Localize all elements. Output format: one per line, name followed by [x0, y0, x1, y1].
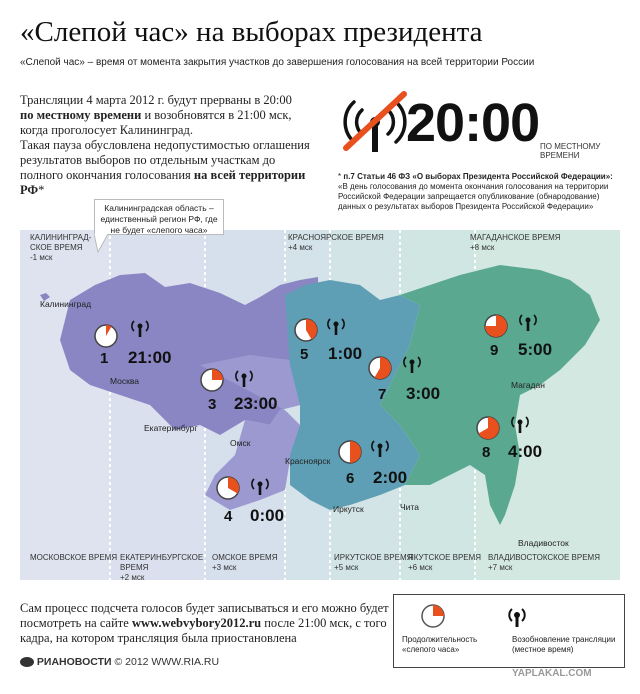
- blind-hour-count: 7: [378, 386, 387, 403]
- intro-asterisk: *: [38, 183, 45, 197]
- big-time: 20:00: [406, 93, 540, 153]
- resume-time: 2:00: [373, 468, 408, 487]
- broadcast-antenna-icon: [372, 441, 388, 457]
- zone-label-irkutsk: ИРКУТСКОЕ ВРЕМЯ +5 мск: [334, 553, 413, 572]
- city-moscow: Москва: [110, 376, 140, 386]
- broadcast-antenna-icon: [132, 321, 148, 337]
- broadcast-antenna-icon: [404, 357, 420, 373]
- legend-blind-label: Продолжительность «слепого часа»: [402, 635, 478, 654]
- footer-brand: [20, 656, 219, 668]
- law-body: «В день голосования до момента окончания голосования на территории Российской Федерации запрещается опубликование (обнародование) данных о результатах выборов Президента Российской Федерации»: [338, 182, 609, 211]
- broadcast-antenna-icon: [520, 315, 536, 331]
- bottom-text: Сам процесс подсчета голосов будет записываться и его можно будет посмотреть на сайте www.webvybory2012.ru после 21:00 мск, с того кадра, на котором трансляция была приостановлена: [20, 601, 389, 645]
- kaliningrad-callout: Калининградская область – единственный регион РФ, где не будет «слепого часа»: [94, 199, 224, 235]
- blind-hour-clock-icon: [339, 441, 361, 463]
- blind-hour-clock-icon: [295, 319, 317, 341]
- blind-hour-clock-icon: [217, 477, 239, 499]
- resume-time: 4:00: [508, 442, 543, 461]
- broadcast-antenna-icon: [328, 319, 344, 335]
- intro-local-time: по местному времени: [20, 108, 142, 122]
- intro-whole-territory: на всей территории РФ: [20, 168, 306, 197]
- resume-time: 5:00: [518, 340, 553, 359]
- city-krasnoyarsk: Красноярск: [285, 456, 331, 466]
- broadcast-antenna-icon: [512, 417, 528, 433]
- blind-hour-count: 8: [482, 444, 491, 461]
- city-irkutsk: Иркутск: [333, 504, 364, 514]
- broadcast-antenna-icon: [252, 479, 268, 495]
- blind-hour-count: 9: [490, 342, 499, 359]
- watermark: YAPLAKAL.COM: [512, 668, 592, 679]
- blind-hour-clock-icon: [485, 315, 507, 337]
- footer-brand-name: РИАНОВОСТИ: [36, 656, 112, 668]
- zone-label-omsk: ОМСКОЕ ВРЕМЯ +3 мск: [212, 553, 278, 572]
- zone-label-moscow: МОСКОВСКОЕ ВРЕМЯ: [30, 553, 118, 562]
- page-subtitle: «Слепой час» – время от момента закрытия участков до завершения голосования на всей территории России: [20, 57, 535, 68]
- blind-hour-clock-icon: [201, 369, 223, 391]
- zone-label-kaliningrad: КАЛИНИНГРАД-СКОЕ ВРЕМЯ -1 мск: [30, 233, 92, 262]
- resume-time: 21:00: [128, 348, 172, 367]
- footer-copyright: © 2012 WWW.RIA.RU: [114, 656, 220, 668]
- zone-label-krasnoyarsk: КРАСНОЯРСКОЕ ВРЕМЯ +4 мск: [288, 233, 384, 252]
- resume-time: 1:00: [328, 344, 363, 363]
- city-chita: Чита: [400, 502, 419, 512]
- zone-label-yekaterinburg: ЕКАТЕРИНБУРГСКОЕ ВРЕМЯ +2 мск: [120, 553, 204, 582]
- blind-hour-count: 6: [346, 470, 355, 487]
- legend-resume-label: Возобновление трансляции (местное время): [512, 635, 616, 654]
- blind-hour-clock-icon: [477, 417, 499, 439]
- blind-hour-clock-icon: [95, 325, 117, 347]
- resume-time: 0:00: [250, 506, 285, 525]
- intro-line-2: и возобновятся в 21:00 мск,: [141, 108, 292, 122]
- blind-hour-count: 1: [100, 350, 109, 367]
- city-omsk: Омск: [230, 438, 251, 448]
- legend-antenna-icon: [504, 603, 530, 629]
- zone-label-magadan: МАГАДАНСКОЕ ВРЕМЯ +8 мск: [470, 233, 561, 252]
- law-asterisk: *: [338, 172, 342, 181]
- legend: [393, 594, 625, 668]
- zone-label-yakutsk: ЯКУТСКОЕ ВРЕМЯ +6 мск: [408, 553, 482, 572]
- ria-logo-icon: [20, 657, 34, 667]
- legend-clock-icon: [420, 603, 446, 629]
- local-time-label: ПО МЕСТНОМУ ВРЕМЕНИ: [540, 142, 601, 160]
- resume-time: 3:00: [406, 384, 441, 403]
- broadcast-antenna-icon: [236, 371, 252, 387]
- page-title: «Слепой час» на выборах президента: [20, 16, 483, 48]
- city-yekaterinburg: Екатеринбург: [144, 423, 198, 433]
- city-vladivostok: Владивосток: [518, 538, 569, 548]
- law-heading: п.7 Статьи 46 ФЗ «О выборах Президента Российской Федерации»:: [343, 172, 613, 181]
- resume-time: 23:00: [234, 394, 278, 413]
- blind-hour-count: 4: [224, 508, 233, 525]
- city-magadan: Магадан: [511, 380, 545, 390]
- city-kaliningrad: Калининград: [40, 299, 92, 309]
- site-link[interactable]: www.webvybory2012.ru: [131, 616, 262, 630]
- intro-line-1: Трансляции 4 марта 2012 г. будут прерваны в 20:00: [20, 93, 292, 107]
- blind-hour-clock-icon: [369, 357, 391, 379]
- blind-hour-count: 5: [300, 346, 309, 363]
- intro-line-3: когда проголосует Калининград.: [20, 123, 193, 137]
- blind-hour-count: 3: [208, 396, 217, 413]
- intro-line-4: Такая пауза обусловлена недопустимостью оглашения результатов выборов по отдельным участкам до полного окончания голосования: [20, 138, 310, 182]
- zone-label-vladivostok: ВЛАДИВОСТОКСКОЕ ВРЕМЯ +7 мск: [488, 553, 600, 572]
